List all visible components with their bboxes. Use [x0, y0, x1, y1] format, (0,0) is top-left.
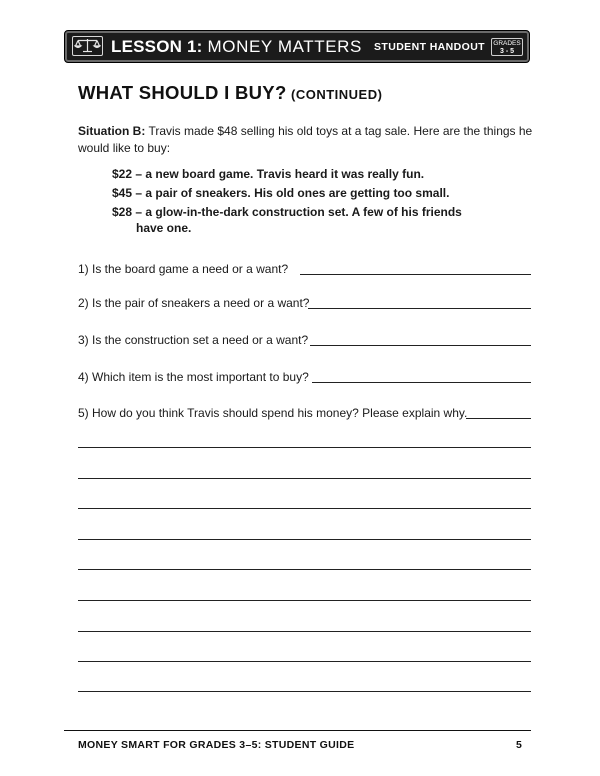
writing-line[interactable] [78, 539, 531, 540]
grades-badge [491, 38, 523, 56]
list-item [112, 167, 532, 183]
item-text-continued: have one. [136, 220, 192, 235]
question-1: 1) Is the board game a need or a want? [78, 262, 289, 276]
answer-line-2[interactable] [308, 308, 531, 309]
list-item [112, 186, 532, 202]
item-text: $28 – a glow-in-the-dark construction set. A few of his friends [112, 205, 462, 219]
answer-line-3[interactable] [310, 345, 531, 346]
writing-line[interactable] [78, 447, 531, 448]
situation-text: Travis made $48 selling his old toys at a tag sale. Here are the things he would like to buy: [78, 124, 533, 155]
grades-range: 3 - 5 [499, 47, 514, 55]
balance-scale-icon [72, 36, 103, 56]
situation-paragraph [78, 123, 538, 157]
question-5: 5) How do you think Travis should spend his money? Please explain why. [78, 406, 468, 420]
item-text: $45 – a pair of sneakers. His old ones are getting too small. [112, 186, 450, 200]
page-number: 5 [516, 739, 522, 751]
writing-line[interactable] [78, 600, 531, 601]
writing-line[interactable] [78, 569, 531, 570]
footer-divider [64, 730, 531, 731]
list-item [112, 205, 532, 236]
page-title-suffix: (CONTINUED) [291, 87, 383, 102]
lesson-header-bar [64, 30, 530, 63]
lesson-name: MONEY MATTERS [207, 37, 363, 56]
writing-line[interactable] [78, 508, 531, 509]
student-handout-label: STUDENT HANDOUT [374, 41, 485, 53]
answer-line-5[interactable] [466, 418, 531, 419]
question-4: 4) Which item is the most important to buy? [78, 370, 309, 384]
writing-line[interactable] [78, 661, 531, 662]
page-title-main: WHAT SHOULD I BUY? [78, 82, 287, 103]
lesson-title [111, 36, 362, 58]
writing-line[interactable] [78, 478, 531, 479]
grades-label: GRADES [493, 40, 521, 47]
situation-label: Situation B: [78, 124, 146, 138]
answer-line-4[interactable] [312, 382, 531, 383]
item-list [112, 167, 532, 240]
lesson-number: LESSON 1: [111, 37, 203, 56]
footer-guide-title: MONEY SMART FOR GRADES 3–5: STUDENT GUIDE [78, 739, 355, 751]
item-text: $22 – a new board game. Travis heard it was really fun. [112, 167, 425, 181]
writing-line[interactable] [78, 631, 531, 632]
page-title [78, 82, 382, 104]
question-2: 2) Is the pair of sneakers a need or a want? [78, 296, 310, 310]
answer-line-1[interactable] [300, 274, 531, 275]
question-3: 3) Is the construction set a need or a want? [78, 333, 309, 347]
writing-line[interactable] [78, 691, 531, 692]
